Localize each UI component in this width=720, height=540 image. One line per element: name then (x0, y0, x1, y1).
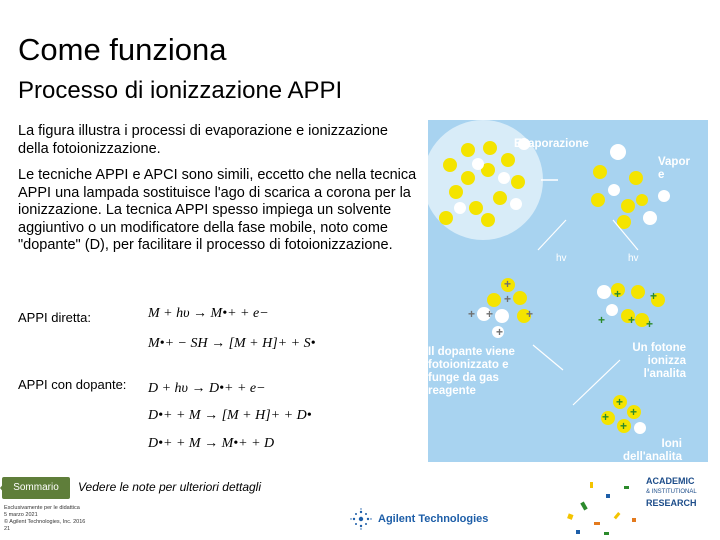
svg-text:+: + (504, 277, 512, 291)
svg-text:+: + (650, 289, 658, 303)
academic-research-logo (646, 476, 697, 509)
agilent-spark-icon (350, 508, 372, 530)
svg-text:+: + (486, 307, 494, 321)
equation-3: D + hυ → D•+ + e− (148, 381, 266, 396)
footer-small-print (4, 505, 85, 533)
evaporation-label: Evaporazione (514, 138, 589, 150)
footer-small-line-2: 5 marzo 2021 (4, 512, 38, 518)
sommario-button[interactable]: Sommario (2, 477, 70, 499)
research-line-1: ACADEMIC (646, 476, 695, 486)
dopant-cluster (468, 277, 533, 339)
research-line-3: RESEARCH (646, 498, 697, 508)
appi-dopant-label: APPI con dopante: (18, 377, 127, 392)
footer-small-line-3: © Agilent Technologies, Inc. 2016 (4, 519, 86, 525)
analyte-cluster (597, 283, 665, 331)
footer-small-line-4: 21 (4, 526, 11, 532)
hv-label-left: hv (556, 253, 567, 264)
slide-subtitle: Processo di ionizzazione APPI (18, 77, 343, 104)
photon-description: Un fotone ionizza l'analita (632, 342, 686, 380)
intro-paragraph: La figura illustra i processi di evaporazione e ionizzazione della fotoionizzazione. (18, 123, 388, 157)
ions-label: Ioni dell'analita (623, 438, 682, 462)
svg-text:+: + (616, 395, 624, 409)
ions-cluster (601, 395, 646, 434)
svg-text:+: + (630, 405, 638, 419)
equation-2: M•+ − SH → [M + H]+ + S• (148, 336, 316, 351)
dopant-arrow (533, 345, 563, 370)
confetti-decoration-icon (560, 474, 642, 538)
svg-text:+: + (598, 313, 606, 327)
svg-text:+: + (620, 419, 628, 433)
agilent-logo (350, 508, 488, 530)
dopant-description: Il dopante viene fotoionizzato e funge da gas reagente (428, 346, 515, 397)
research-line-2: & INSTITUTIONAL (646, 489, 697, 495)
footer-small-line-1: Esclusivamente per le didattica (4, 505, 80, 511)
description-paragraph: Le tecniche APPI e APCI sono simili, eccetto che nella tecnica APPI una lampada sostituisce l'ago di scarica a corona per la ionizzazione. La tecnica APPI spesso impiega un solvente aggiuntivo o un modificatore della fase mobile, noto come "dopante" (D), per facilitare il processo di fotoionizzazione. (18, 167, 417, 253)
vapor-label: Vapor e (658, 156, 690, 181)
svg-text:+: + (628, 313, 636, 327)
notes-text: Vedere le note per ulteriori dettagli (78, 480, 261, 494)
svg-text:+: + (496, 325, 504, 339)
svg-text:+: + (526, 307, 534, 321)
slide-title: Come funziona (18, 32, 227, 67)
svg-text:+: + (468, 307, 476, 321)
equation-4: D•+ + M → [M + H]+ + D• (148, 408, 312, 423)
equation-5: D•+ + M → M•+ + D (148, 436, 275, 451)
svg-text:+: + (504, 292, 512, 306)
equation-1: M + hυ → M•+ + e− (148, 306, 269, 321)
svg-text:+: + (646, 317, 654, 331)
agilent-brand-text: Agilent Technologies (378, 513, 489, 525)
hv-label-right: hv (628, 253, 639, 264)
svg-text:+: + (614, 287, 622, 301)
svg-text:+: + (602, 410, 610, 424)
appi-process-diagram (428, 120, 708, 462)
ion-arrow (573, 360, 620, 405)
hv-arrow-left (538, 220, 566, 250)
appi-direct-label: APPI diretta: (18, 310, 91, 325)
